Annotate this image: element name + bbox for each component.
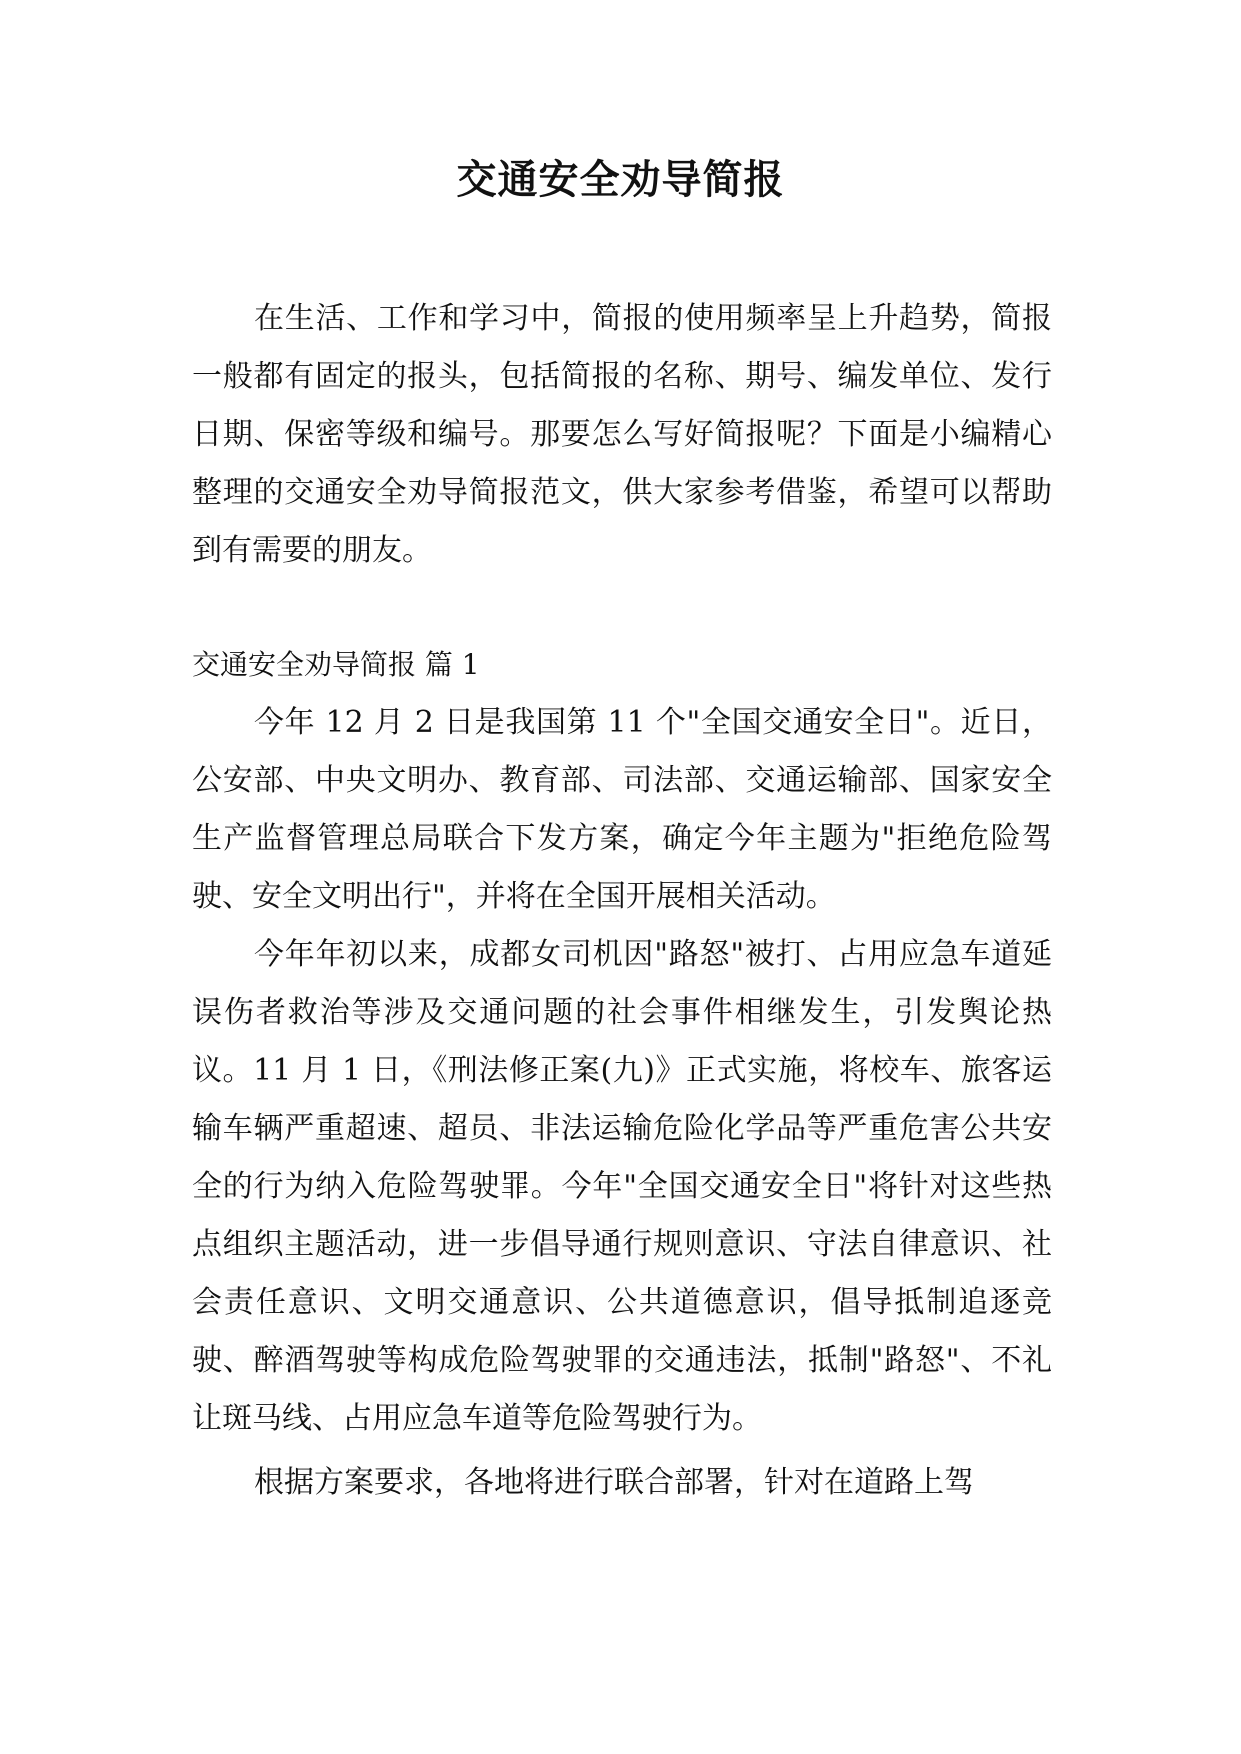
intro-section xyxy=(192,290,1052,580)
intro-paragraph: 在生活、工作和学习中，简报的使用频率呈上升趋势，简报一般都有固定的报头，包括简报的名称、期号、编发单位、发行日期、保密等级和编号。那要怎么写好简报呢？下面是小编精心整理的交通安全劝导简报范文，供大家参考借鉴，希望可以帮助到有需要的朋友。 xyxy=(192,301,1052,568)
section-paragraph-1: 今年 12 月 2 日是我国第 11 个"全国交通安全日"。近日，公安部、中央文明办、教育部、司法部、交通运输部、国家安全生产监督管理总局联合下发方案，确定今年主题为"拒绝危险驾驶、安全文明出行"，并将在全国开展相关活动。 xyxy=(192,705,1052,914)
document-title: 交通安全劝导简报 xyxy=(456,156,785,203)
section-heading: 交通安全劝导简报 篇 1 xyxy=(192,648,480,681)
section-1 xyxy=(192,636,1052,1512)
section-paragraph-3: 根据方案要求，各地将进行联合部署，针对在道路上驾 xyxy=(254,1465,974,1500)
section-paragraph-2: 今年年初以来，成都女司机因"路怒"被打、占用应急车道延误伤者救治等涉及交通问题的社会事件相继发生，引发舆论热议。11 月 1 日，《刑法修正案(九)》正式实施，将校车、旅客运输车辆严重超速、超员、非法运输危险化学品等严重危害公共安全的行为纳入危险驾驶罪。今年"全国交通安全日"将针对这些热点组织主题活动，进一步倡导通行规则意识、守法自律意识、社会责任意识、文明交通意识、公共道德意识，倡导抵制追逐竞驶、醉酒驾驶等构成危险驾驶罪的交通违法，抵制"路怒"、不礼让斑马线、占用应急车道等危险驾驶行为。 xyxy=(192,937,1052,1436)
